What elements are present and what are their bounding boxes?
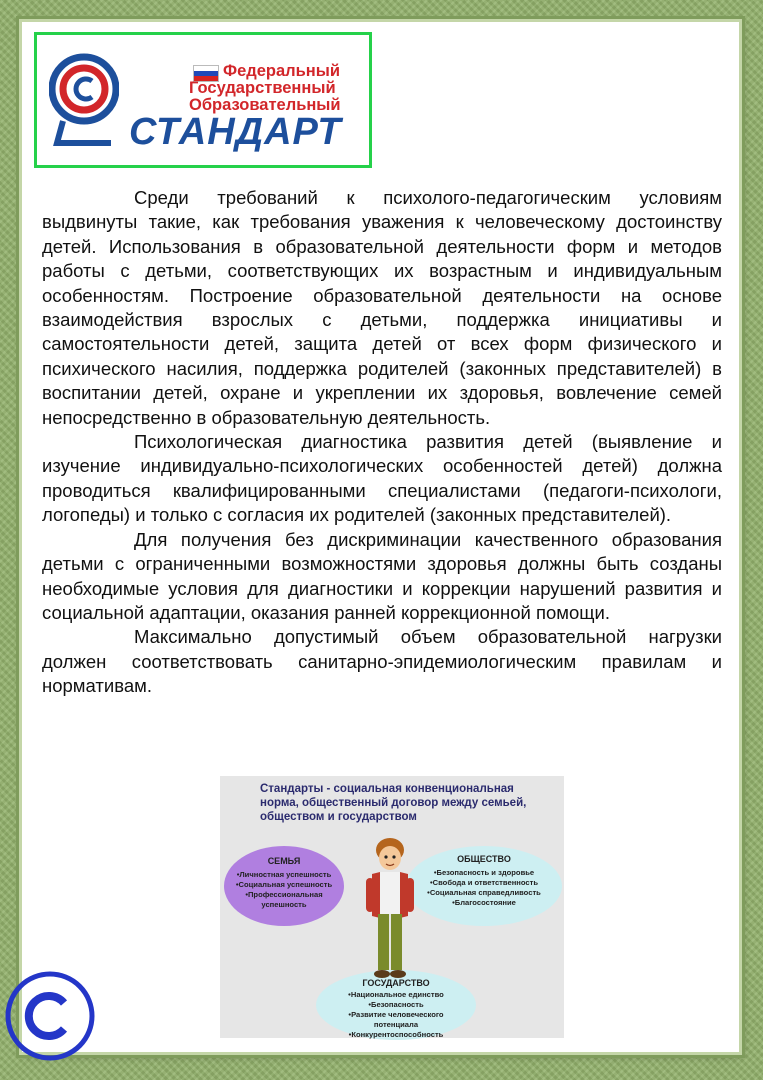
state-item: •Национальное единство [348, 990, 444, 999]
paragraph-4: Максимально допустимый объем образовательной нагрузки должен соответствовать санитарно-эпидемиологическим правилам и нормативам. [42, 626, 722, 697]
society-item: •Безопасность и здоровье [433, 868, 535, 877]
family-ellipse [224, 846, 344, 926]
fgos-logo [34, 32, 372, 168]
copyright-seal-icon [4, 970, 96, 1062]
society-item: •Свобода и ответственность [429, 878, 539, 887]
logo-line-1: Федеральный [223, 62, 340, 80]
state-item: •Конкурентоспособность [348, 1030, 444, 1039]
family-item: •Социальная успешность [235, 880, 333, 889]
document-page [22, 22, 739, 1052]
family-item: •Личностная успешность [236, 870, 332, 879]
family-item: •Профессиональная успешность [245, 890, 323, 909]
logo-line-3: Образовательный [189, 96, 341, 114]
boy-illustration-icon [350, 834, 430, 984]
society-item: •Социальная справедливость [427, 888, 541, 897]
logo-standard-word: СТАНДАРТ [129, 111, 342, 153]
logo-line-2: Государственный [189, 79, 336, 97]
family-title: СЕМЬЯ [267, 856, 301, 866]
paragraph-1: Среди требований к психолого-педагогическим условиям выдвинуты такие, как требования уважения к человеческому достоинству детей. Использования в образовательной деятельности форм и методов работы с детьми, соответствующих их возрастным и индивидуальным особенностям. Построение образовательной деятельности на основе взаимодействия взрослых с детьми, поддержка инициативы и самостоятельности детей, защита детей от всех форм физического и психического насилия, поддержка родителей (законных представителей) в воспитании детей, охране и укреплении их здоровья, вовлечение семей непосредственно в образовательную деятельность. [42, 187, 722, 428]
society-title: ОБЩЕСТВО [457, 854, 511, 864]
body-text [42, 186, 722, 699]
paragraph-3: Для получения без дискриминации качественного образования детьми с ограниченными возможностями здоровья должны быть созданы необходимые условия для диагностики и коррекции нарушений развития и социальной адаптации, оказания ранней коррекционной помощи. [42, 528, 722, 623]
state-title: ГОСУДАРСТВО [362, 978, 430, 988]
copyright-logo-icon [49, 51, 119, 149]
diagram-title: Стандарты - социальная конвенциональная норма, общественный договор между семьей, обществом и государством [260, 783, 527, 823]
state-item: •Безопасность [368, 1000, 424, 1009]
state-item: •Развитие человеческого потенциала [348, 1010, 444, 1029]
society-item: •Благосостояние [452, 898, 516, 907]
standards-diagram [220, 776, 564, 1038]
paragraph-2: Психологическая диагностика развития детей (выявление и изучение индивидуально-психологических особенностей детей) должна проводиться квалифицированными специалистами (педагоги-психологи, логопеды) и только с согласия их родителей (законных представителей). [42, 431, 722, 526]
